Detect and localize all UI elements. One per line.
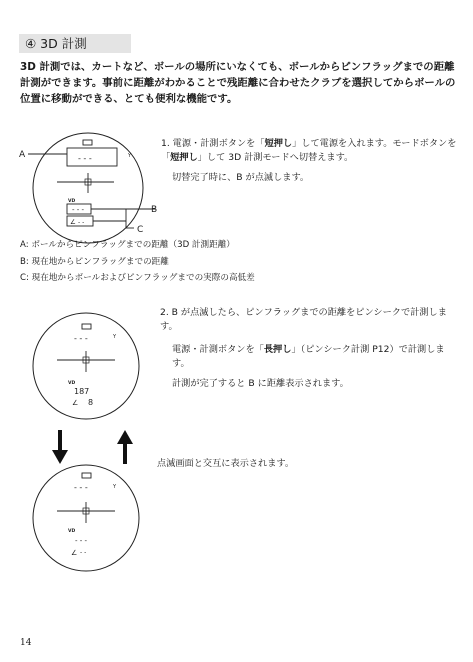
step1-text xyxy=(161,137,457,165)
step2-part-a: 電源・計測ボタンを「 xyxy=(172,344,264,355)
distance-c-dashes: - - xyxy=(78,219,85,226)
distance-b-dashes: - - - xyxy=(75,537,88,545)
step1-bold-short-press-2: 短押し xyxy=(170,152,198,163)
step2-note: 計測が完了すると B に距離表示されます。 xyxy=(172,378,349,389)
step1-part-d: 」して 3D 計測モードへ切替えます。 xyxy=(197,152,354,163)
legend-b: B: 現在地からピンフラッグまでの距離 xyxy=(20,257,169,267)
distance-b-dashes: - - - xyxy=(72,206,85,214)
battery-icon xyxy=(82,324,91,329)
distance-a-dashes: - - - xyxy=(78,154,92,163)
step1-bold-short-press-1: 短押し xyxy=(264,138,293,149)
angle-icon: ∠ xyxy=(72,399,79,407)
page-number: 14 xyxy=(20,638,32,648)
height-c-dashes: - - xyxy=(80,549,87,556)
battery-icon xyxy=(83,140,92,145)
section-title: ④ 3D 計測 xyxy=(19,34,131,53)
step1-part-c: 」して電源を入れます。モードボタンを「 xyxy=(161,138,457,163)
distance-b-value: 187 xyxy=(74,387,90,396)
legend-c: C: 現在地からボールおよびピンフラッグまでの実際の高低差 xyxy=(20,273,255,283)
viewfinder-diagram-1 xyxy=(18,126,168,251)
callout-a-label: A xyxy=(19,150,26,160)
step2-instruction xyxy=(172,343,456,371)
display-frame-a xyxy=(67,148,117,166)
distance-a-dashes: - - - xyxy=(74,483,88,492)
step2-text: 2. B が点滅したら、ピンフラッグまでの距離をピンシークで計測します。 xyxy=(160,307,447,332)
step1-part-a: 1. 電源・計測ボタンを「 xyxy=(161,138,265,149)
step2-part-c: 」（ピンシーク計測 P12）で計測します。 xyxy=(172,344,445,369)
vd-label: VD xyxy=(68,381,76,386)
step1-note: 切替完了時に、B が点滅します。 xyxy=(172,172,310,183)
unit-yard-label: Y xyxy=(128,153,132,159)
step2-bold-long-press: 長押し xyxy=(263,344,292,355)
battery-icon xyxy=(82,473,91,478)
callout-b-label: B xyxy=(151,205,158,215)
intro-paragraph: 3D 計測では、カートなど、ボールの場所にいなくても、ボールからピンフラッグまでの距離計測ができます。事前に距離がわかることで残距離に合わせたクラブを選択してからボールの位置に移動ができる、とても便利な機能です。 xyxy=(20,61,456,106)
vd-label: VD xyxy=(68,529,76,534)
vd-label: VD xyxy=(68,199,76,204)
callout-c-label: C xyxy=(137,225,144,235)
height-c-value: 8 xyxy=(88,398,94,407)
angle-icon: ∠ xyxy=(71,549,78,557)
legend-a: A: ボールからピンフラッグまでの距離（3D 計測距離） xyxy=(20,240,235,250)
angle-icon: ∠ xyxy=(70,218,76,226)
alternate-display-note: 点滅画面と交互に表示されます。 xyxy=(157,458,295,469)
unit-yard-label: Y xyxy=(113,334,117,340)
distance-a-dashes: - - - xyxy=(74,334,88,343)
arrow-up-icon xyxy=(117,430,133,444)
unit-yard-label: Y xyxy=(113,484,117,490)
viewfinder-diagram-3 xyxy=(30,462,140,574)
viewfinder-diagram-2 xyxy=(30,310,140,422)
